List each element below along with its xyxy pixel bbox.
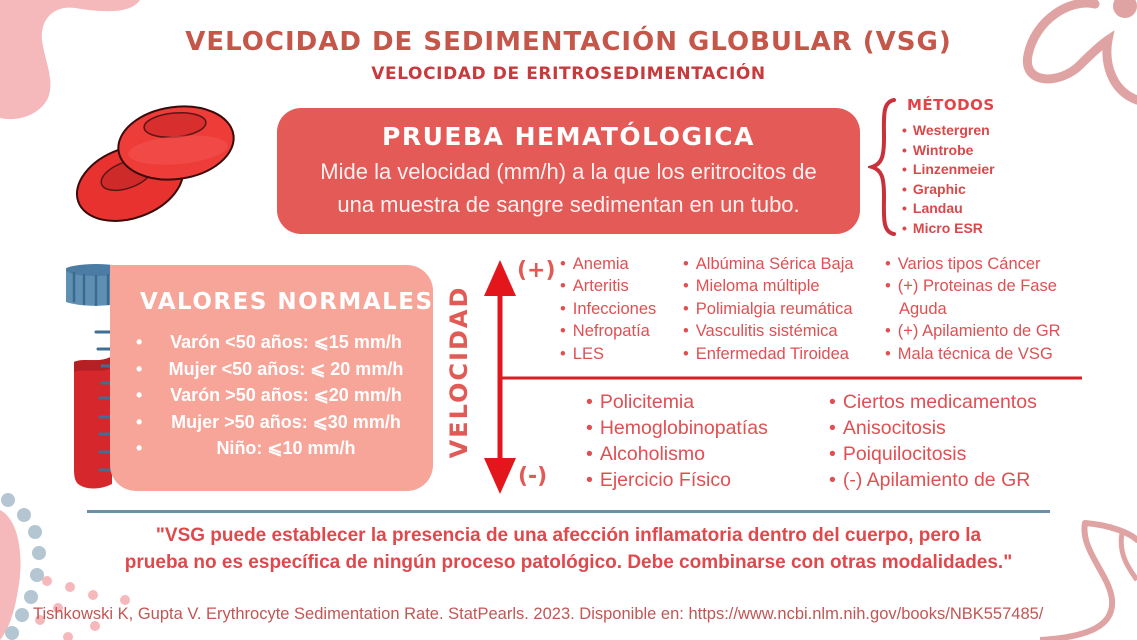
condition-item: • Alcoholismo	[586, 441, 768, 467]
condition-item: • Mieloma múltiple	[683, 275, 854, 297]
condition-item-continuation: Aguda	[899, 299, 947, 318]
prueba-description-line-1: Mide la velocidad (mm/h) a la que los eritrocitos de	[320, 159, 817, 184]
metodos-title: MÉTODOS	[907, 96, 995, 114]
prueba-hematologica-card	[277, 108, 860, 234]
velocidad-axis-label: VELOCIDAD	[445, 285, 473, 459]
condition-item: • Enfermedad Tiroidea	[683, 343, 854, 365]
condition-item: • Arteritis	[560, 275, 656, 297]
condition-item: • Hemoglobinopatías	[586, 415, 768, 441]
condition-item: • Anemia	[560, 253, 656, 275]
condition-item: • Vasculitis sistémica	[683, 320, 854, 342]
condition-item: • Ejercicio Físico	[586, 467, 768, 493]
metodo-item: • Westergren	[902, 121, 995, 141]
condition-item: • Albúmina Sérica Baja	[683, 253, 854, 275]
increase-causes-col-2	[683, 253, 854, 365]
prueba-title: PRUEBA HEMATÓLOGICA	[382, 122, 755, 151]
condition-item: • Ciertos medicamentos	[829, 389, 1037, 415]
page-subtitle: VELOCIDAD DE ERITROSEDIMENTACIÓN	[371, 64, 766, 84]
decrease-sign: (-)	[518, 464, 548, 489]
quote-line-2: prueba no es específica de ningún proceso patológico. Debe combinarse con otras modalidades."	[124, 552, 1013, 573]
metodo-item: • Wintrobe	[902, 141, 995, 161]
condition-item: • (-) Apilamiento de GR	[829, 467, 1037, 493]
condition-item: • Anisocitosis	[829, 415, 1037, 441]
increase-sign: (+)	[517, 258, 556, 283]
condition-item: • Poiquilocitosis	[829, 441, 1037, 467]
metodos-list	[902, 121, 995, 239]
reference-citation: Tishkowski K, Gupta V. Erythrocyte Sedimentation Rate. StatPearls. 2023. Disponible en: https://www.ncbi.nlm.nih.gov/books/NBK557485/	[33, 605, 1044, 623]
increase-causes-col-3	[885, 253, 1061, 365]
decrease-causes-col-1	[586, 389, 768, 493]
valor-normal-item: • Varón <50 años: ⩽15 mm/h	[126, 329, 426, 356]
condition-item: • (+) Proteinas de Fase	[885, 275, 1061, 297]
metodo-item: • Landau	[902, 199, 995, 219]
condition-item: • (+) Apilamiento de GR	[885, 320, 1061, 342]
valores-normales-card	[110, 265, 433, 491]
valores-normales-title: VALORES NORMALES	[140, 289, 434, 315]
page-title: VELOCIDAD DE SEDIMENTACIÓN GLOBULAR (VSG)	[185, 27, 952, 57]
quote-block	[60, 522, 1077, 576]
valor-normal-item: • Mujer <50 años: ⩽ 20 mm/h	[126, 356, 426, 383]
red-blood-cells-illustration	[72, 95, 242, 225]
condition-item: • Infecciones	[560, 298, 656, 320]
valor-normal-item: • Varón >50 años: ⩽20 mm/h	[126, 382, 426, 409]
metodo-item: • Linzenmeier	[902, 160, 995, 180]
curly-brace-icon	[868, 98, 898, 236]
prueba-description-line-2: una muestra de sangre sedimentan en un tubo.	[337, 192, 800, 217]
valores-normales-list	[126, 329, 426, 462]
decrease-causes-col-2	[829, 389, 1037, 493]
metodo-item: • Graphic	[902, 180, 995, 200]
condition-item: • Nefropatía	[560, 320, 656, 342]
valor-normal-item: • Niño: ⩽10 mm/h	[126, 435, 426, 462]
valor-normal-item: • Mujer >50 años: ⩽30 mm/h	[126, 409, 426, 436]
section-divider	[87, 510, 1050, 513]
condition-item: • Mala técnica de VSG	[885, 343, 1061, 365]
condition-item: • Policitemia	[586, 389, 768, 415]
condition-item: • Polimialgia reumática	[683, 298, 854, 320]
condition-item: • LES	[560, 343, 656, 365]
quote-line-1: "VSG puede establecer la presencia de una afección inflamatoria dentro del cuerpo, pero la	[155, 525, 982, 546]
decorative-swirl-top-right	[1000, 0, 1137, 120]
increase-causes-col-1	[560, 253, 656, 365]
condition-item: • Varios tipos Cáncer	[885, 253, 1061, 275]
metodo-item: • Micro ESR	[902, 219, 995, 239]
prueba-description	[277, 155, 860, 221]
